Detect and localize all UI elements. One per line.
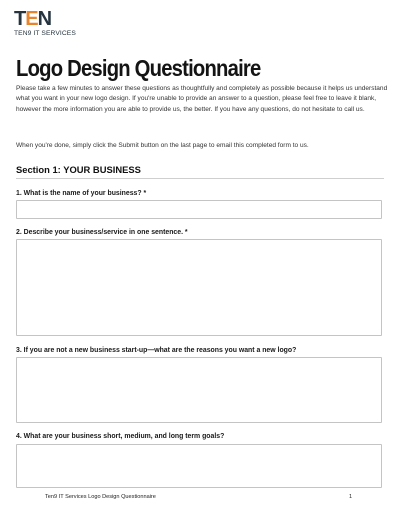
business-description-textarea[interactable] [16, 239, 382, 336]
question-2-label: 2. Describe your business/service in one sentence. * [16, 229, 188, 236]
question-3-label: 3. If you are not a new business start-up—what are the reasons you want a new logo? [16, 347, 297, 354]
logo-letter-e: E [25, 8, 38, 30]
intro-paragraph: Please take a few minutes to answer these questions as thoughtfully and completely as possible because it helps us understand what you want in your new logo design. If you're unable to provide an answer to a question, please feel free to leave it blank, however the more information you are able to provide us, the better. If you have any questions, do not hesitate to call us. [16, 85, 388, 113]
footer-document-title: Ten9 IT Services Logo Design Questionnaire [45, 494, 156, 500]
question-4-label: 4. What are your business short, medium, and long term goals? [16, 433, 225, 440]
new-logo-reasons-textarea[interactable] [16, 357, 382, 423]
business-name-input[interactable] [16, 200, 382, 219]
company-logo [14, 10, 74, 38]
footer-page-number: 1 [349, 494, 353, 500]
question-1-label: 1. What is the name of your business? * [16, 190, 147, 197]
logo-mark [14, 10, 74, 29]
logo-letter-n: N [37, 8, 52, 30]
logo-subtitle: TEN9 IT SERVICES [14, 30, 76, 37]
business-goals-textarea[interactable] [16, 444, 382, 488]
section-header [16, 164, 384, 179]
page-title: Logo Design Questionnaire [16, 55, 261, 81]
section-title: Section 1: YOUR BUSINESS [16, 164, 141, 175]
logo-letter-t: T [14, 8, 26, 30]
submit-instructions: When you're done, simply click the Submit button on the last page to email this completed form to us. [16, 142, 309, 149]
